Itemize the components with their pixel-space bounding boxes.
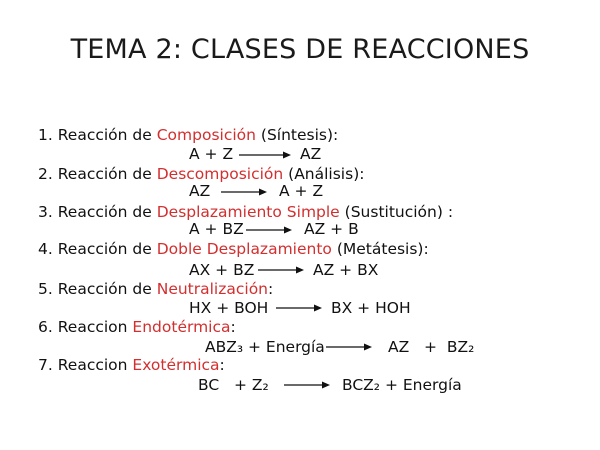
reaction-heading-suffix: :: [268, 280, 274, 298]
reaction-equation-left-3: A + BZ: [189, 220, 244, 238]
reaction-heading-prefix: 4. Reacción de: [38, 240, 157, 258]
reaction-equation-right-2: A + Z: [279, 182, 324, 200]
reaction-equation-right-4: AZ + BX: [313, 261, 379, 279]
reaction-heading-suffix: :: [230, 318, 236, 336]
reaction-equation-right-1: AZ: [300, 145, 322, 163]
reaction-arrow-icon: [221, 182, 267, 200]
reaction-heading-4: [38, 240, 429, 258]
reaction-equation-left-1: A + Z: [189, 145, 234, 163]
reaction-equation-left-4: AX + BZ: [189, 261, 255, 279]
slide-title: TEMA 2: CLASES DE REACCIONES: [70, 34, 530, 65]
reaction-heading-suffix: (Síntesis):: [255, 126, 339, 144]
reaction-type-highlight: Neutralización: [156, 280, 269, 298]
reaction-type-highlight: Desplazamiento Simple: [156, 203, 340, 221]
reaction-arrow-icon: [258, 260, 304, 278]
reaction-heading-suffix: (Metátesis):: [331, 240, 429, 258]
reaction-heading-prefix: 5. Reacción de: [38, 280, 157, 298]
reaction-heading-prefix: 7. Reaccion: [38, 356, 133, 374]
reaction-type-highlight: Descomposición: [156, 165, 284, 183]
reaction-type-highlight: Composición: [156, 126, 256, 144]
reaction-heading-1: [38, 126, 338, 144]
reaction-arrow-icon: [276, 298, 322, 316]
reaction-heading-suffix: (Análisis):: [283, 165, 365, 183]
reaction-equation-left-5: HX + BOH: [189, 299, 269, 317]
reaction-equation-left-7: BC + Z₂: [198, 376, 269, 394]
reaction-equation-right-3: AZ + B: [304, 220, 359, 238]
reaction-type-highlight: Doble Desplazamiento: [156, 240, 332, 258]
reaction-heading-5: [38, 280, 273, 298]
reaction-heading-prefix: 2. Reacción de: [38, 165, 157, 183]
reaction-heading-2: [38, 165, 364, 183]
reaction-equation-left-2: AZ: [189, 182, 211, 200]
reaction-heading-6: [38, 318, 236, 336]
reaction-arrow-icon: [326, 337, 372, 355]
reaction-heading-suffix: :: [219, 356, 225, 374]
reaction-heading-suffix: (Sustitución) :: [339, 203, 454, 221]
reaction-equation-left-6: ABZ₃ + Energía: [205, 338, 325, 356]
reaction-equation-right-5: BX + HOH: [331, 299, 411, 317]
reaction-heading-prefix: 3. Reacción de: [38, 203, 157, 221]
reaction-heading-prefix: 1. Reacción de: [38, 126, 157, 144]
reaction-arrow-icon: [246, 220, 292, 238]
reaction-equation-right-6: AZ + BZ₂: [388, 338, 475, 356]
reaction-type-highlight: Exotérmica: [132, 356, 220, 374]
reaction-heading-3: [38, 203, 453, 221]
reaction-type-highlight: Endotérmica: [132, 318, 231, 336]
reaction-heading-7: [38, 356, 225, 374]
reaction-heading-prefix: 6. Reaccion: [38, 318, 133, 336]
reaction-arrow-icon: [239, 145, 291, 163]
reaction-arrow-icon: [284, 375, 330, 393]
reaction-equation-right-7: BCZ₂ + Energía: [342, 376, 462, 394]
